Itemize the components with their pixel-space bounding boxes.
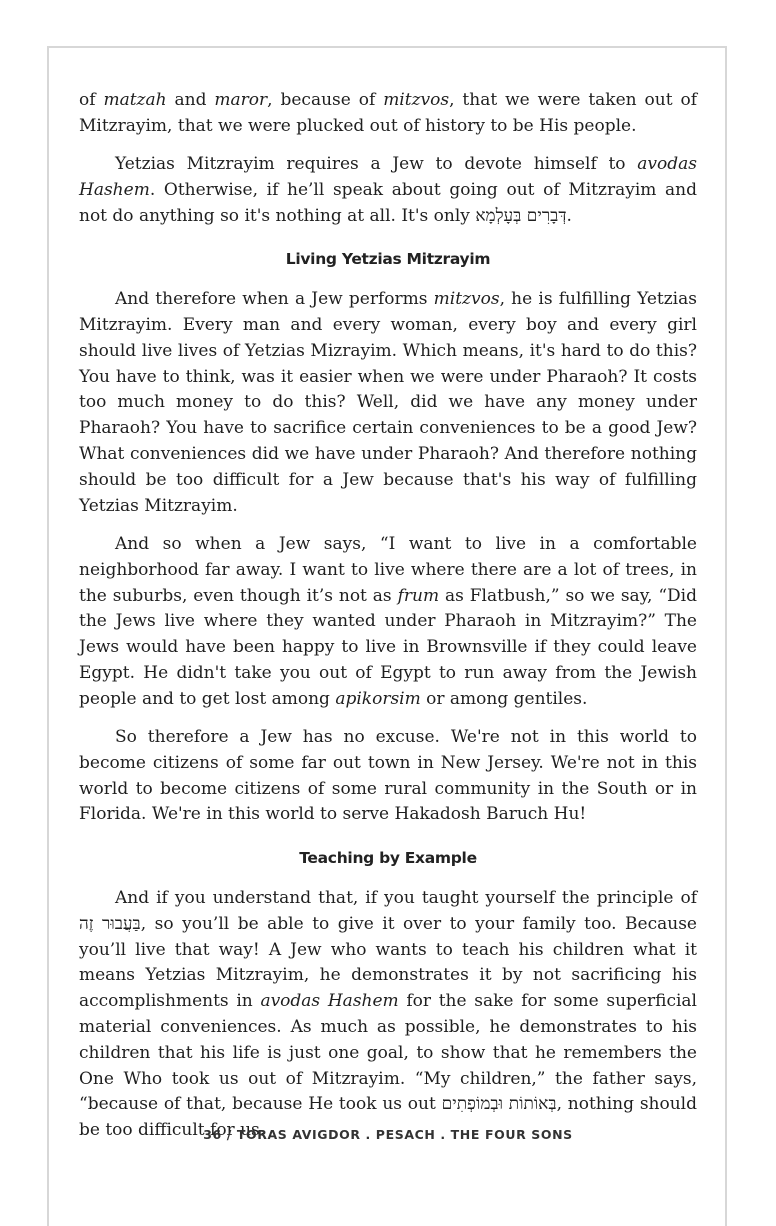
section-heading-living: Living Yetzias Mitzrayim [285,250,491,269]
paragraph-6: And if you understand that, if you taught yourself the principle of בַּעֲבוּר זֶה, so you’ll be able to give it over to your family too. Because you’ll live that way! A Jew who wants to teach his children what it means Yetzias Mitzrayim, he demonstrates it by not sacrificing his accomplishments in avodas Hashem for the sake for some superficial material conveniences. As much as possible, he demonstrates to his children that his life is just one goal, to show that he remembers the One Who took us out of Mitzrayim. “My children,” the father says, “because of that, because He took us out בְּאוֹתוֹת וּבְמוֹפְתִים, nothing should be too difficult for us. [79,888,697,1141]
paragraph-3: And therefore when a Jew performs mitzvos, he is fulfilling Yetzias Mitzrayim. Every man and every woman, every boy and every girl should live lives of Yetzias Mizrayim. Which means, it's hard to do this? You have to think, was it easier when we were under Pharaoh? It costs too much money to do this? Well, did we have any money under Pharaoh? You have to sacrifice certain conveniences to be a good Jew? What conveniences did we have under Pharaoh? And therefore nothing should be too difficult for a Jew because that's his way of fulfilling Yetzias Mitzrayim. [79,289,697,516]
hebrew-phrase: בְּאוֹתוֹת וּבְמוֹפְתִים [441,1094,557,1115]
section-heading-teaching: Teaching by Example [299,849,477,868]
page-footer: 36 / TORAS AVIGDOR . PESACH . THE FOUR SONS [203,1127,573,1142]
paragraph-2: Yetzias Mitzrayim requires a Jew to devote himself to avodas Hashem. Otherwise, if he’ll speak about going out of Mitzrayim and not do anything so it's nothing at all. It's only דְּבָרִים בְּעָלְמָא. [79,154,697,226]
page-body [79,88,697,1156]
paragraph-4: And so when a Jew says, “I want to live in a comfortable neighborhood far away. I want to live where there are a lot of trees, in the suburbs, even though it’s not as frum as Flatbush,” so we say, “Did the Jews live where they wanted under Pharaoh in Mitzrayim?” The Jews would have been happy to live in Brownsville if they could leave Egypt. He didn't take you out of Egypt to run away from the Jewish people and to get lost among apikorsim or among gentiles. [79,533,697,709]
hebrew-phrase: דְּבָרִים בְּעָלְמָא [475,205,567,226]
hebrew-phrase: בַּעֲבוּר זֶה [79,913,141,934]
paragraph-5: So therefore a Jew has no excuse. We're not in this world to become citizens of some far out town in New Jersey. We're not in this world to become citizens of some rural community in the South or in Florida. We're in this world to serve Hakadosh Baruch Hu! [79,727,697,825]
paragraph-1: of matzah and maror, because of mitzvos, that we were taken out of Mitzrayim, that we were plucked out of history to be His people. [79,90,697,136]
